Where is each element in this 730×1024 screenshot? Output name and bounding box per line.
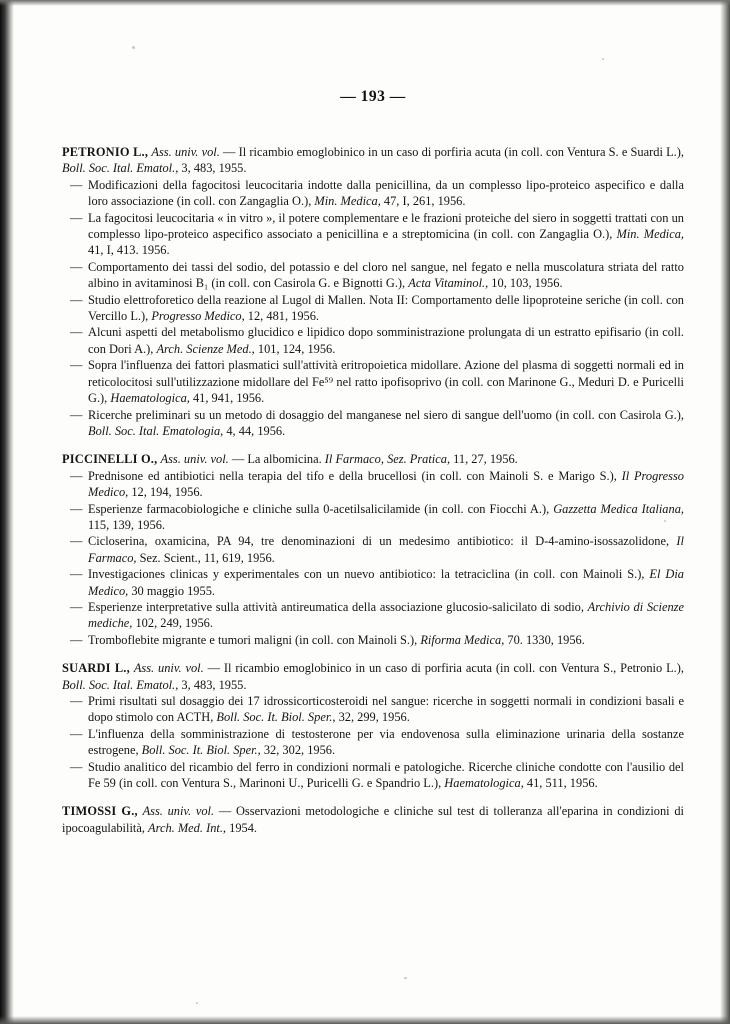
- entry-head-tail: 11, 27, 1956.: [450, 452, 518, 467]
- entry-item: [62, 599, 684, 632]
- entry-item: [62, 259, 684, 292]
- item-citation: 32, 302, 1956.: [260, 743, 336, 758]
- bibliography-entry-piccinelli: [62, 451, 684, 648]
- entry-item: [62, 632, 684, 648]
- entry-item: [62, 292, 684, 325]
- item-text: Comportamento dei tassi del sodio, del potassio e del cloro nel sangue, nel fegato e nella muscolatura striata del ratto albino in avitaminosi B₁ (in coll. con Casirola G. e Bignotti G.),: [88, 259, 684, 291]
- entry-item: [62, 759, 684, 792]
- item-citation: 41, I, 413. 1956.: [88, 243, 170, 258]
- item-citation: 32, 299, 1956.: [335, 710, 410, 725]
- entry-item: [62, 324, 684, 357]
- item-citation: Sez. Scient., 11, 619, 1956.: [136, 550, 275, 565]
- entry-item: [62, 566, 684, 599]
- author-name: SUARDI L.,: [62, 661, 130, 676]
- item-journal: Haematologica,: [110, 391, 190, 406]
- item-text: Investigaciones clinicas y experimentales con un nuevo antibiotico: la tetraciclina (in coll. con Mainoli S.),: [88, 567, 650, 582]
- entry-head-text: — Il ricambio emoglobinico in un caso di porfiria acuta (in coll. con Ventura S., Petronio L.),: [203, 661, 684, 676]
- item-text: Alcuni aspetti del metabolismo glucidico e lipidico dopo somministrazione prolungata di un estratto epifisario (in coll. con Dori A.),: [88, 325, 684, 356]
- entry-head-tail: 3, 483, 1955.: [178, 161, 247, 176]
- item-citation: 70. 1330, 1956.: [504, 632, 585, 647]
- item-journal: Il Progresso Medico,: [88, 468, 684, 500]
- item-journal: Arch. Scienze Med.,: [156, 341, 255, 356]
- item-text: Tromboflebite migrante e tumori maligni (in coll. con Mainoli S.),: [88, 632, 421, 647]
- entry-item: [62, 210, 684, 259]
- entry-heading: [62, 660, 684, 693]
- author-role: Ass. univ. vol.: [151, 145, 220, 159]
- entry-head-journal: Boll. Soc. Ital. Ematol.,: [62, 677, 179, 692]
- item-text: Prednisone ed antibiotici nella terapia del tifo e della brucellosi (in coll. con Mainoli S. e Marigo S.),: [88, 468, 622, 483]
- author-role: Ass. univ. vol.: [133, 661, 204, 676]
- page-left-edge-shadow: [0, 0, 14, 1024]
- item-text: Modificazioni della fagocitosi leucocitaria indotte dalla penicillina, da un complesso lipo-proteico aspecifico e dalla loro associazione (in coll. con Zangaglia O.),: [88, 177, 684, 209]
- item-text: Sopra l'influenza dei fattori plasmatici sull'attività eritropoietica midollare. Azione del plasma di soggetti normali ed in reticolocitosi sull'utilizzazione midollare del Fe⁵⁹ nel ratto ipofisoprivo (in coll. con Marinone G., Meduri D. e Puricelli G.),: [88, 358, 684, 406]
- item-citation: 101, 124, 1956.: [254, 341, 336, 356]
- item-citation: 10, 103, 1956.: [488, 276, 563, 291]
- item-journal: Gazzetta Medica Italiana,: [553, 501, 684, 516]
- entry-head-text: — Osservazioni metodologiche e cliniche sul test di tolleranza all'eparina in condizioni di ipocoagulabilità,: [62, 804, 684, 835]
- entry-heading: [62, 803, 684, 836]
- item-text: Esperienze interpretative sulla attività antireumatica della associazione glucosio-salicilato di sodio,: [88, 599, 588, 614]
- item-journal: El Dia Medico,: [88, 567, 684, 598]
- item-citation: 115, 139, 1956.: [88, 517, 165, 532]
- item-journal: Riforma Medica,: [420, 632, 505, 647]
- item-journal: Il Farmaco,: [88, 534, 684, 565]
- author-role: Ass. univ. vol.: [160, 452, 229, 467]
- item-text: La fagocitosi leucocitaria « in vitro », il potere complementare e le frazioni proteiche del siero in soggetti trattati con un complesso lipo-proteico aspecifico associato a penicillina e a streptomicina (in coll. con Zangaglia O.),: [88, 210, 684, 242]
- item-text: Ricerche preliminari su un metodo di dosaggio del manganese nel siero di sangue dell'uomo (in coll. con Casirola G.),: [88, 407, 684, 422]
- entry-head-tail: 3, 483, 1955.: [178, 677, 247, 692]
- item-text: Studio elettroforetico della reazione al Lugol di Mallen. Nota II: Comportamento delle lipoproteine seriche (in coll. con Vercillo L.),: [88, 292, 684, 324]
- bibliography-list: [62, 144, 684, 836]
- item-citation: 102, 249, 1956.: [132, 616, 213, 631]
- page-content: [62, 0, 684, 1024]
- item-journal: Acta Vitaminol.,: [408, 276, 489, 291]
- entry-item: [62, 468, 684, 501]
- item-citation: 30 maggio 1955.: [128, 583, 215, 598]
- entry-item: [62, 357, 684, 406]
- item-text: L'influenza della somministrazione di testosterone per via endovenosa sulla eliminazione urinaria della sostanze estrogene,: [88, 726, 684, 758]
- item-journal: Progresso Medico,: [151, 309, 245, 324]
- item-journal: Min. Medica,: [616, 227, 684, 242]
- entry-head-text: — La albomicina.: [228, 452, 325, 467]
- bibliography-entry-suardi: [62, 660, 684, 791]
- item-journal: Boll. Soc. It. Biol. Sper.,: [216, 710, 336, 725]
- item-text: Esperienze farmacobiologiche e cliniche sulla 0-acetilsalicilamide (in coll. con Fiocchi A.),: [88, 501, 554, 516]
- item-citation: 47, I, 261, 1956.: [380, 194, 466, 209]
- item-citation: 12, 194, 1956.: [128, 485, 203, 500]
- item-citation: 41, 941, 1956.: [189, 391, 265, 406]
- item-journal: Boll. Soc. It. Biol. Sper.,: [141, 743, 261, 758]
- entry-heading: [62, 144, 684, 177]
- entry-item: [62, 726, 684, 759]
- item-journal: Haematologica,: [444, 776, 524, 791]
- item-citation: 41, 511, 1956.: [523, 776, 598, 791]
- bibliography-entry-petronio: [62, 144, 684, 439]
- page-number: — 193 —: [340, 88, 406, 105]
- item-citation: 12, 481, 1956.: [244, 309, 320, 324]
- entry-item: [62, 501, 684, 534]
- item-text: Cicloserina, oxamicina, PA 94, tre denominazioni di un medesimo antibiotico: il D-4-amino-isossazolidone,: [88, 534, 677, 549]
- entry-heading: [62, 451, 684, 467]
- item-journal: Archivio di Scienze mediche,: [88, 599, 684, 631]
- entry-head-tail: 1954.: [226, 820, 258, 835]
- author-role: Ass. univ. vol.: [142, 804, 215, 819]
- entry-item: [62, 177, 684, 210]
- entry-item: [62, 693, 684, 726]
- author-name: PICCINELLI O.,: [62, 452, 158, 467]
- page-right-edge-shadow: [720, 0, 730, 1024]
- item-journal: Min. Medica,: [314, 194, 381, 209]
- entry-head-journal: Boll. Soc. Ital. Ematol.,: [62, 161, 179, 176]
- item-journal: Boll. Soc. Ital. Ematologia,: [88, 423, 224, 438]
- author-name: PETRONIO L.,: [62, 145, 149, 159]
- author-name: TIMOSSI G.,: [62, 804, 138, 819]
- entry-head-journal: Il Farmaco, Sez. Pratica,: [324, 452, 451, 467]
- entry-item: [62, 407, 684, 440]
- entry-item: [62, 533, 684, 566]
- bibliography-entry-timossi: [62, 803, 684, 836]
- item-text: Studio analitico del ricambio del ferro in condizioni normali e patologiche. Ricerche cliniche condotte con l'ausilio del Fe 59 (in coll. con Ventura S., Marinoni U., Puricelli G. e Spandrio L.),: [88, 759, 684, 791]
- entry-head-journal: Arch. Med. Int.,: [148, 820, 227, 835]
- item-citation: 4, 44, 1956.: [223, 423, 286, 438]
- item-text: Primi risultati sul dosaggio dei 17 idrossicorticosteroidi nel sangue: ricerche in soggetti normali in condizioni basali e dopo stimolo con ACTH,: [88, 694, 684, 725]
- entry-head-text: — Il ricambio emoglobinico in un caso di porfiria acuta (in coll. con Ventura S. e Suardi L.),: [219, 145, 684, 159]
